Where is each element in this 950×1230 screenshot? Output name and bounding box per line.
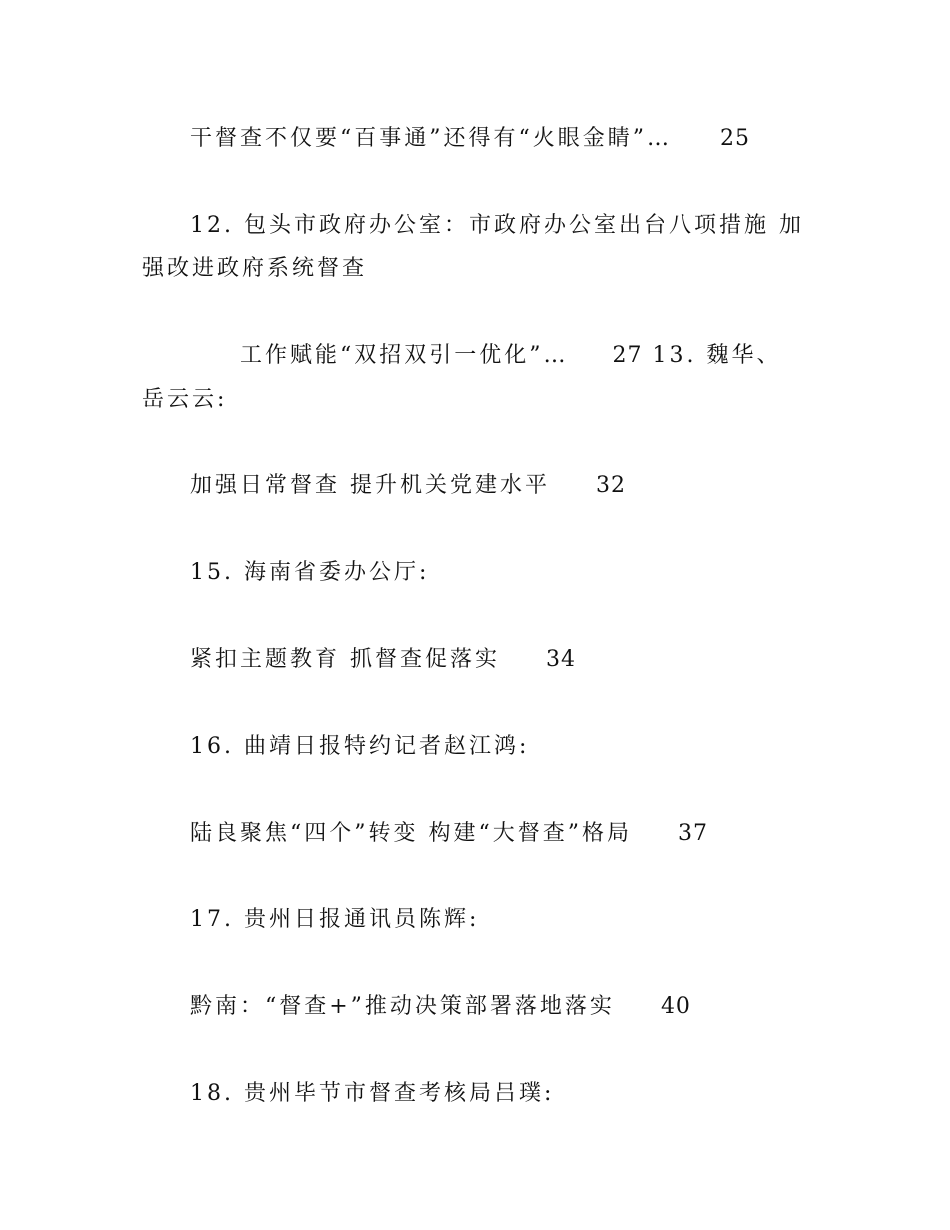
toc-line-4 <box>240 341 781 371</box>
toc-entry-text: 加强日常督查 提升机关党建水平 <box>190 473 550 498</box>
toc-page-number: 34 <box>546 647 576 672</box>
toc-entry-text: 强改进政府系统督查 <box>142 256 368 281</box>
toc-line-8 <box>190 645 576 675</box>
toc-page-number: 27 <box>612 343 643 368</box>
toc-entry-text: 工作赋能“双招双引一优化”… <box>240 343 569 368</box>
toc-entry-text: 岳云云: <box>142 387 228 412</box>
toc-line-12 <box>190 992 691 1022</box>
toc-line-10 <box>190 819 708 849</box>
toc-entry-text: 16. 曲靖日报特约记者赵江鸿: <box>190 734 530 759</box>
toc-page-number: 32 <box>596 473 626 498</box>
toc-page-number: 37 <box>677 821 708 846</box>
toc-line-6 <box>190 471 626 501</box>
toc-entry-text: 陆良聚焦“四个”转变 构建“大督查”格局 <box>190 821 632 846</box>
toc-line-2 <box>190 211 804 241</box>
toc-entry-text: 15. 海南省委办公厅: <box>190 560 430 585</box>
toc-entry-text: 18. 贵州毕节市督查考核局吕璞: <box>190 1081 555 1106</box>
toc-line-5 <box>142 385 227 415</box>
toc-line-3 <box>142 254 367 284</box>
toc-line-13 <box>190 1079 554 1109</box>
toc-entry-text: 黔南：“督查+”推动决策部署落地落实 <box>190 994 615 1019</box>
toc-line-7 <box>190 558 429 588</box>
toc-page-number: 40 <box>660 994 691 1019</box>
toc-line-9 <box>190 732 529 762</box>
toc-entry-text: 紧扣主题教育 抓督查促落实 <box>190 647 500 672</box>
toc-entry-text: 干督查不仅要“百事通”还得有“火眼金睛”… <box>190 126 672 151</box>
toc-entry-text: 17. 贵州日报通讯员陈辉: <box>190 907 480 932</box>
toc-entry-text: 12. 包头市政府办公室：市政府办公室出台八项措施 加 <box>190 213 804 238</box>
toc-entry-text: 13. 魏华、 <box>652 343 782 368</box>
toc-page-number: 25 <box>720 126 750 151</box>
toc-line-11 <box>190 905 479 935</box>
toc-line-1 <box>190 124 750 154</box>
